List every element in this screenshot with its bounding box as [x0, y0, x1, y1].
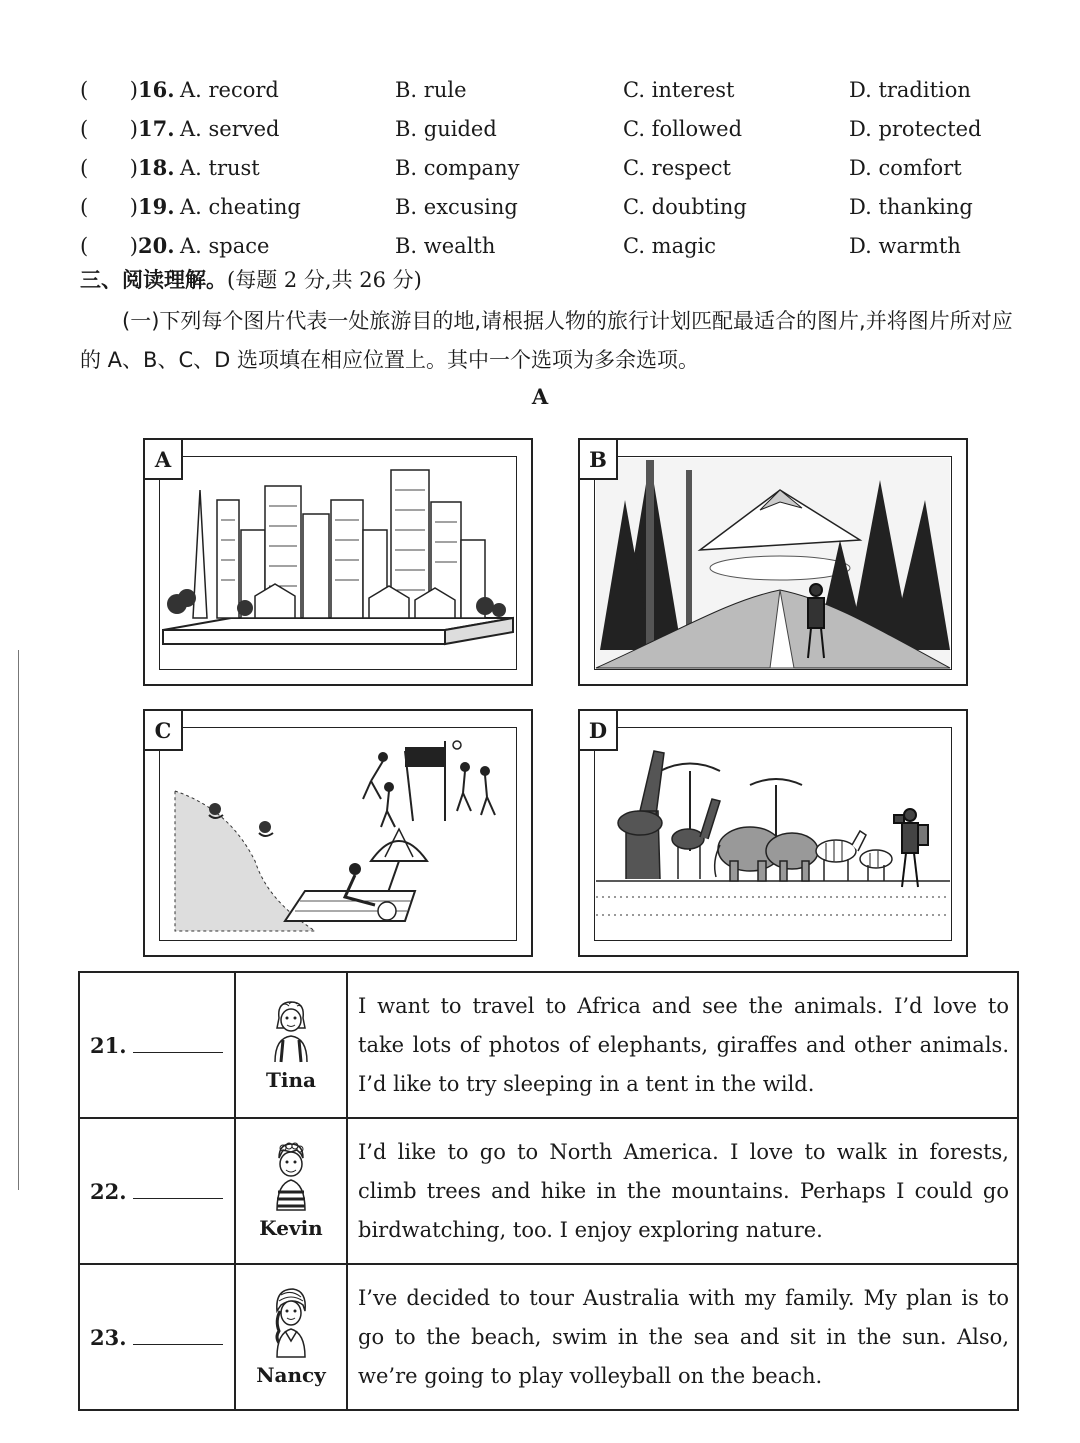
answer-paren-open[interactable]: ( [80, 116, 89, 141]
person-cell [235, 1118, 347, 1264]
question-number: 18. [138, 155, 175, 180]
option-d: D. warmth [849, 233, 961, 258]
girl-braid-avatar-icon [267, 1287, 315, 1359]
option-b: B. company [395, 155, 520, 180]
person-name: Nancy [256, 1363, 326, 1387]
person-name: Kevin [259, 1216, 323, 1240]
option-d: D. tradition [849, 77, 971, 102]
option-d: D. thanking [849, 194, 973, 219]
option-c: C. magic [623, 233, 717, 258]
passage-label: A [531, 384, 549, 409]
option-b: B. wealth [395, 233, 496, 258]
travel-plan-text: I’ve decided to tour Australia with my family. My plan is to go to the beach, swim in the sea and sit in the sun. Also, we’re going to play volleyball on the beach. [347, 1264, 1018, 1410]
matching-table [78, 971, 1019, 1411]
answer-cell [79, 972, 235, 1118]
person-cell [235, 1264, 347, 1410]
answer-blank[interactable] [133, 1180, 223, 1199]
table-row [79, 1118, 1018, 1264]
question-number: 16. [138, 77, 175, 102]
picture-b-forest [578, 438, 968, 686]
travel-plan-text: I want to travel to Africa and see the animals. I’d love to take lots of photos of elephants, giraffes and other animals. I’d like to try sleeping in a tent in the wild. [347, 972, 1018, 1118]
answer-paren-open[interactable]: ( [80, 233, 89, 258]
option-a: A. cheating [180, 194, 301, 219]
question-row-19 [80, 187, 1010, 226]
answer-cell [79, 1264, 235, 1410]
answer-cell [79, 1118, 235, 1264]
multiple-choice-block [80, 70, 1010, 265]
girl-avatar-icon [267, 998, 315, 1064]
person-cell [235, 972, 347, 1118]
option-c: C. doubting [623, 194, 747, 219]
section-points: (每题 2 分,共 26 分) [227, 268, 422, 292]
section-instruction: (一)下列每个图片代表一处旅游目的地,请根据人物的旅行计划匹配最适合的图片,并将图片所对应的 A、B、C、D 选项填在相应位置上。其中一个选项为多余选项。 [80, 309, 1013, 372]
city-skyline-illustration [145, 440, 531, 684]
boy-avatar-icon [267, 1142, 315, 1212]
answer-paren-open[interactable]: ( [80, 155, 89, 180]
option-c: C. interest [623, 77, 735, 102]
answer-paren-close: ) [129, 77, 138, 102]
question-number: 21. [90, 1032, 127, 1058]
option-a: A. space [180, 233, 270, 258]
option-b: B. guided [395, 116, 497, 141]
forest-mountains-illustration [580, 440, 966, 684]
option-a: A. record [180, 77, 279, 102]
question-number: 17. [138, 116, 175, 141]
answer-paren-close: ) [129, 155, 138, 180]
person-name: Tina [266, 1068, 316, 1092]
question-number: 23. [90, 1324, 127, 1350]
answer-paren-close: ) [129, 116, 138, 141]
travel-plan-text: I’d like to go to North America. I love to walk in forests, climb trees and hike in the mountains. Perhaps I could go birdwatching, too. I enjoy exploring nature. [347, 1118, 1018, 1264]
option-b: B. rule [395, 77, 467, 102]
option-d: D. comfort [849, 155, 962, 180]
picture-label-d: D [578, 709, 618, 751]
question-number: 22. [90, 1178, 127, 1204]
option-d: D. protected [849, 116, 982, 141]
answer-blank[interactable] [133, 1034, 223, 1053]
question-row-16 [80, 70, 1010, 109]
section-title-text: 三、阅读理解。 [80, 268, 227, 292]
answer-paren-open[interactable]: ( [80, 194, 89, 219]
answer-paren-open[interactable]: ( [80, 77, 89, 102]
picture-label-b: B [578, 438, 618, 480]
option-c: C. respect [623, 155, 731, 180]
section-title [80, 264, 422, 294]
margin-line [18, 650, 19, 1190]
table-row [79, 972, 1018, 1118]
picture-d-safari [578, 709, 968, 957]
answer-paren-close: ) [129, 194, 138, 219]
option-a: A. trust [180, 155, 260, 180]
picture-c-beach [143, 709, 533, 957]
option-c: C. followed [623, 116, 743, 141]
picture-label-c: C [143, 709, 183, 751]
question-row-18 [80, 148, 1010, 187]
question-number: 19. [138, 194, 175, 219]
african-safari-illustration [580, 711, 966, 955]
question-row-20 [80, 226, 1010, 265]
picture-label-a: A [143, 438, 183, 480]
table-row [79, 1264, 1018, 1410]
option-a: A. served [180, 116, 280, 141]
question-row-17 [80, 109, 1010, 148]
beach-illustration [145, 711, 531, 955]
option-b: B. excusing [395, 194, 518, 219]
question-number: 20. [138, 233, 175, 258]
answer-blank[interactable] [133, 1326, 223, 1345]
picture-a-city [143, 438, 533, 686]
answer-paren-close: ) [129, 233, 138, 258]
